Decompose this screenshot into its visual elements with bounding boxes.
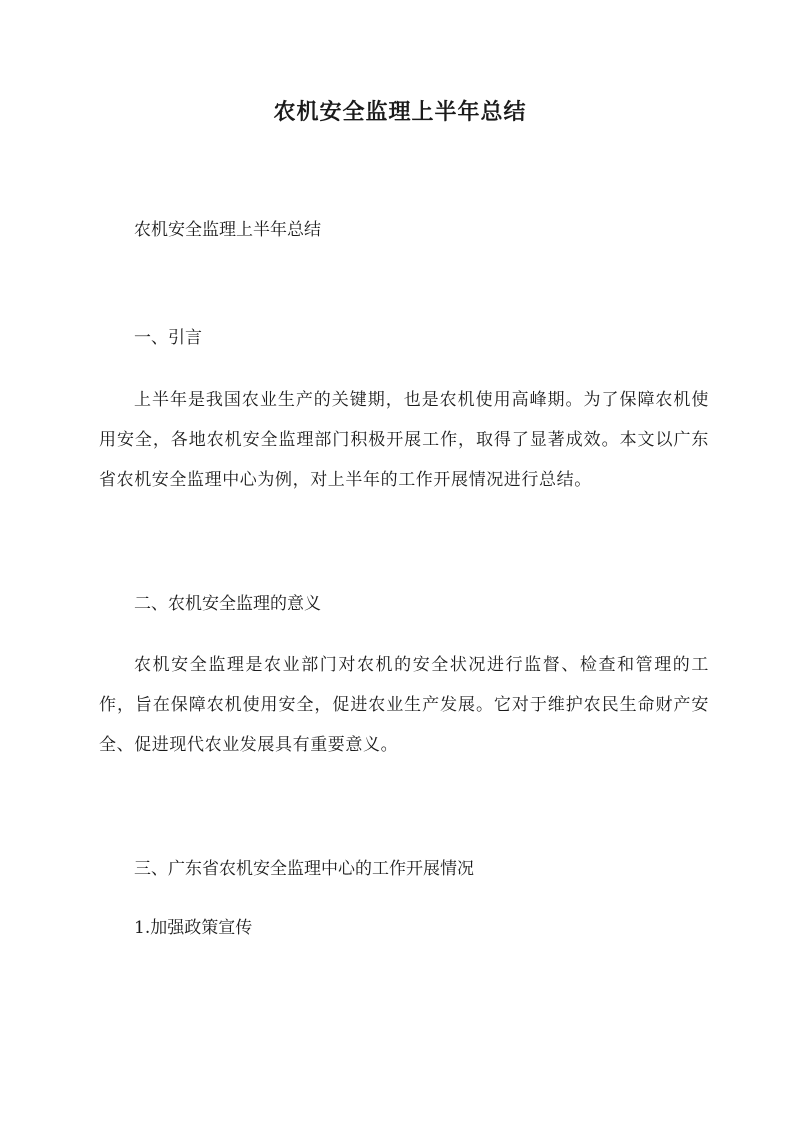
subsection-heading-policy: 1.加强政策宣传 [134, 918, 253, 938]
section-paragraph-significance: 农机安全监理是农业部门对农机的安全状况进行监督、检查和管理的工作，旨在保障农机使用安全，促进农业生产发展。它对于维护农民生命财产安全、促进现代农业发展具有重要意义。 [99, 655, 709, 755]
section-heading-work: 三、广东省农机安全监理中心的工作开展情况 [134, 859, 474, 879]
document-subtitle: 农机安全监理上半年总结 [134, 220, 321, 240]
section-heading-significance: 二、农机安全监理的意义 [134, 594, 321, 614]
section-paragraph-intro: 上半年是我国农业生产的关键期，也是农机使用高峰期。为了保障农机使用安全，各地农机安全监理部门积极开展工作，取得了显著成效。本文以广东省农机安全监理中心为例，对上半年的工作开展情况进行总结。 [99, 390, 709, 490]
section-heading-intro: 一、引言 [134, 328, 202, 348]
document-title: 农机安全监理上半年总结 [273, 99, 527, 125]
